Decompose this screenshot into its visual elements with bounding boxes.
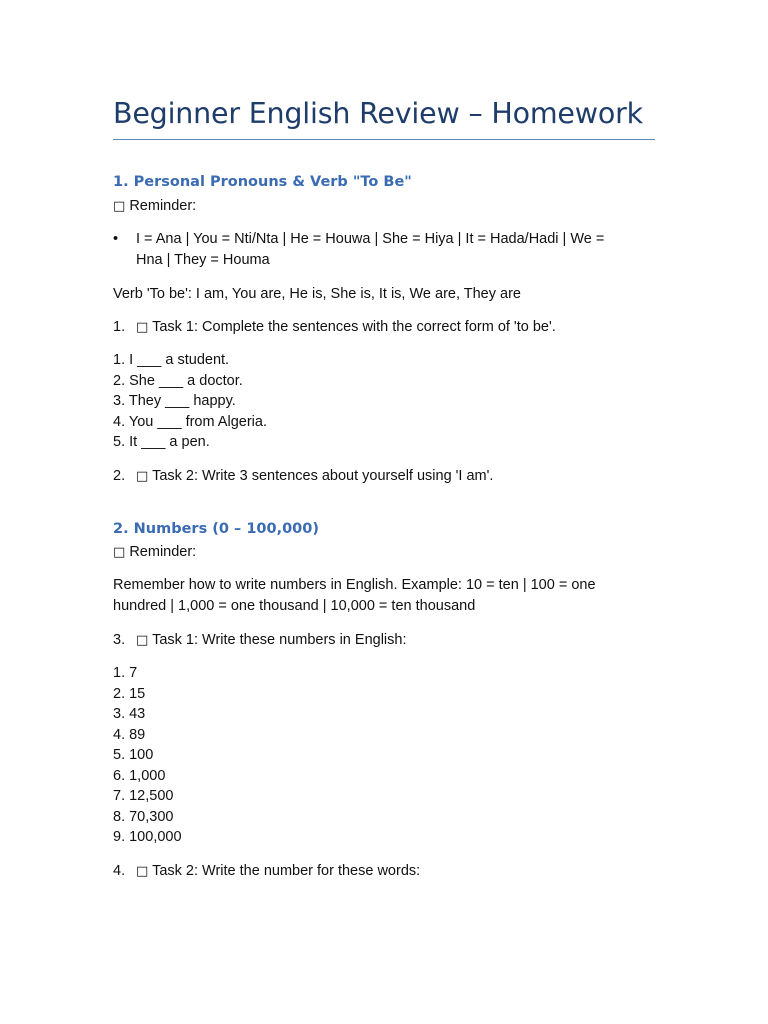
number-item: 2. 15: [113, 685, 146, 702]
number-item: 7. 12,500: [113, 788, 174, 804]
sentence-item: 4. You ___ from Algeria.: [113, 413, 267, 430]
task-text: [136, 630, 406, 652]
task-label: Task 2: Write the number for these words:: [152, 863, 421, 879]
task-checkbox-icon: □: [136, 320, 149, 335]
sentence-item: 5. It ___ a pen.: [113, 434, 210, 450]
numbers-reminder-paragraph: Remember how to write numbers in English. Example: 10 = ten | 100 = one hundred | 1,000 = one thousand | 10,000 = ten thousand: [113, 577, 596, 614]
task-label: Task 2: Write 3 sentences about yourself using 'I am'.: [152, 468, 494, 484]
document-title: Beginner English Review – Homework: [113, 97, 643, 130]
task-checkbox-icon: □: [136, 469, 149, 484]
task-checkbox-icon: □: [136, 633, 149, 648]
task-text: [136, 317, 556, 339]
title-underline: [113, 139, 655, 140]
section-heading-pronouns: 1. Personal Pronouns & Verb "To Be": [113, 174, 412, 190]
verb-to-be-line: Verb 'To be': I am, You are, He is, She is, It is, We are, They are: [113, 286, 521, 302]
number-item: 5. 100: [113, 747, 154, 763]
sentence-item: 3. They ___ happy.: [113, 393, 236, 409]
task-text: [136, 466, 493, 488]
reminder-icon: □: [113, 199, 126, 214]
bullet-icon: •: [113, 231, 119, 247]
number-item: 1. 7: [113, 665, 138, 681]
number-item: 9. 100,000: [113, 829, 182, 845]
reminder-icon: □: [113, 545, 126, 560]
task-number: 1.: [113, 319, 126, 335]
task-label: Task 1: Complete the sentences with the correct form of 'to be'.: [152, 319, 556, 335]
sentence-item: 2. She ___ a doctor.: [113, 372, 243, 389]
reminder-line: [113, 196, 196, 218]
number-item: 8. 70,300: [113, 808, 174, 825]
pronouns-list-text: I = Ana | You = Nti/Nta | He = Houwa | She = Hiya | It = Hada/Hadi | We = Hna | They = Houma: [136, 231, 605, 268]
reminder-line: [113, 542, 196, 564]
task-checkbox-icon: □: [136, 864, 149, 879]
section-heading-numbers: 2. Numbers (0 – 100,000): [113, 521, 319, 537]
number-item: 4. 89: [113, 726, 146, 743]
reminder-label: Reminder:: [129, 198, 197, 214]
number-item: 6. 1,000: [113, 767, 166, 784]
number-item: 3. 43: [113, 706, 146, 722]
task-number: 3.: [113, 632, 126, 648]
task-label: Task 1: Write these numbers in English:: [152, 632, 407, 648]
reminder-label: Reminder:: [129, 544, 197, 560]
task-number: 4.: [113, 863, 126, 879]
task-number: 2.: [113, 468, 126, 484]
sentence-item: 1. I ___ a student.: [113, 352, 230, 368]
task-text: [136, 861, 420, 883]
